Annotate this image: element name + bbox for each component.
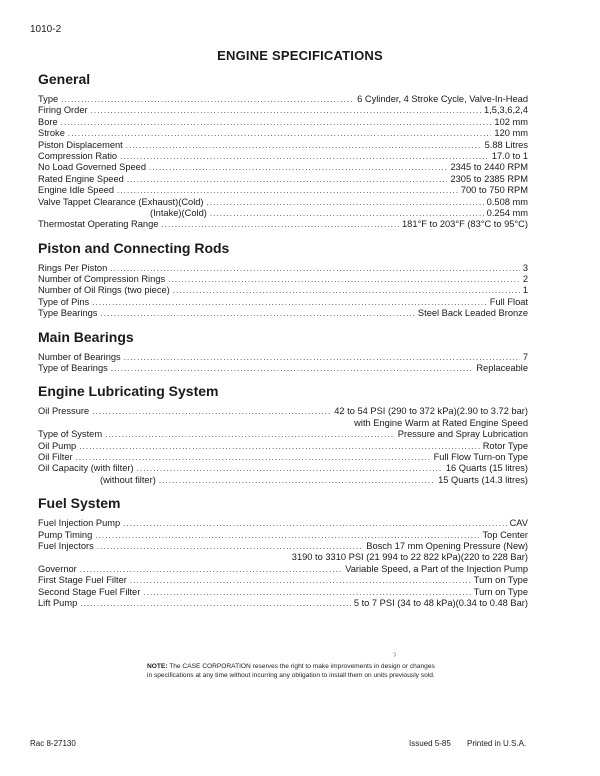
spec-value: 0.254 mm — [486, 207, 528, 218]
dot-leader — [143, 587, 470, 598]
spec-value: Turn on Type — [473, 575, 528, 586]
spec-label: Type of System — [38, 429, 103, 440]
spec-row — [38, 94, 528, 105]
spec-label: Compression Ratio — [38, 150, 118, 161]
section-title-fuel: Fuel System — [38, 495, 121, 512]
section-title-lubricating: Engine Lubricating System — [38, 383, 219, 400]
note-label: NOTE: — [147, 663, 168, 670]
spec-label: Stroke — [38, 128, 65, 139]
spec-row — [38, 575, 528, 586]
dot-leader — [149, 162, 447, 173]
spec-label: Firing Order — [38, 105, 88, 116]
footer-part-number: Rac 8-27130 — [30, 739, 76, 748]
spec-row — [38, 285, 528, 296]
dot-leader — [110, 263, 520, 274]
spec-value: 17.0 to 1 — [491, 150, 528, 161]
spec-label: Oil Pump — [38, 440, 77, 451]
dot-leader — [100, 308, 414, 319]
spec-value: 2345 to 2440 RPM — [450, 162, 528, 173]
spec-label: Lift Pump — [38, 597, 78, 608]
spec-value: 5 to 7 PSI (34 to 48 kPa)(0.34 to 0.48 Bar) — [353, 597, 528, 608]
spec-continuation: 3190 to 3310 PSI (21 994 to 22 822 kPa)(220 to 228 Bar) — [291, 552, 528, 563]
spec-value: Bosch 17 mm Opening Pressure (New) — [366, 540, 528, 551]
spec-value: Full Float — [489, 296, 528, 307]
section-general — [38, 70, 528, 231]
dot-leader — [79, 441, 479, 452]
spec-value: 5.88 Litres — [484, 139, 528, 150]
dot-leader — [76, 452, 431, 463]
dot-leader — [95, 530, 479, 541]
spec-value: Replaceable — [476, 363, 528, 374]
dot-leader — [92, 406, 331, 417]
spec-value: CAV — [509, 518, 528, 529]
spec-row — [38, 263, 528, 274]
dot-leader — [126, 140, 482, 151]
page-title: ENGINE SPECIFICATIONS — [217, 48, 383, 63]
spec-label: Rated Engine Speed — [38, 173, 124, 184]
spec-content — [38, 70, 528, 617]
spec-value: 102 mm — [494, 116, 528, 127]
dot-leader — [124, 352, 520, 363]
spec-value: 2305 to 2385 RPM — [450, 173, 528, 184]
disclaimer-note — [147, 662, 437, 680]
spec-row — [38, 530, 528, 541]
spec-label: Type of Bearings — [38, 363, 108, 374]
spec-value: Pressure and Spray Lubrication — [397, 429, 528, 440]
spec-row — [38, 518, 528, 529]
spec-row — [38, 174, 528, 185]
dot-leader — [80, 598, 351, 609]
spec-label: Valve Tappet Clearance (Exhaust)(Cold) — [38, 196, 204, 207]
spec-label: Number of Compression Rings — [38, 274, 166, 285]
dot-leader — [168, 274, 520, 285]
footer-printed: Printed in U.S.A. — [467, 739, 527, 748]
dot-leader — [207, 197, 484, 208]
spec-value: 1,5,3,6,2,4 — [484, 105, 528, 116]
section-title-piston: Piston and Connecting Rods — [38, 239, 230, 256]
spec-row — [38, 475, 528, 486]
spec-row — [38, 587, 528, 598]
footer-issued: Issued 5-85 — [409, 739, 451, 748]
spec-value: Full Flow Turn-on Type — [433, 451, 528, 462]
spec-value: 181°F to 203°F (83°C to 95°C) — [402, 219, 528, 230]
dot-leader — [61, 117, 492, 128]
spec-label: Type — [38, 94, 59, 104]
spec-row — [38, 598, 528, 609]
spec-row — [38, 105, 528, 116]
section-title-general: General — [38, 71, 91, 87]
spec-value: 6 Cylinder, 4 Stroke Cycle, Valve-In-Head — [357, 94, 528, 104]
spec-value: 2 — [522, 274, 528, 285]
dot-leader — [91, 105, 481, 116]
spec-label: Type of Pins — [38, 296, 90, 307]
dot-leader — [173, 285, 520, 296]
spec-label: (without filter) — [100, 474, 156, 485]
stray-mark: ˀ — [393, 651, 397, 661]
spec-value: 42 to 54 PSI (290 to 372 kPa)(2.90 to 3.72 bar) — [334, 406, 528, 417]
spec-label: Governor — [38, 563, 77, 574]
spec-label: No Load Governed Speed — [38, 162, 147, 173]
spec-label: Number of Bearings — [38, 351, 121, 362]
dot-leader — [120, 151, 489, 162]
spec-row — [38, 162, 528, 173]
spec-row — [38, 219, 528, 230]
spec-value: 120 mm — [494, 128, 528, 139]
spec-value: Variable Speed, a Part of the Injection Pump — [345, 563, 528, 574]
page-number: 1010-2 — [30, 24, 62, 35]
dot-leader — [137, 463, 443, 474]
spec-value: 700 to 750 RPM — [460, 185, 528, 196]
spec-row — [38, 541, 528, 552]
spec-label: Engine Idle Speed — [38, 185, 114, 196]
spec-row — [38, 297, 528, 308]
dot-leader — [123, 518, 506, 529]
spec-row — [38, 308, 528, 319]
section-main-bearings — [38, 328, 528, 375]
spec-row — [38, 185, 528, 196]
spec-label: Oil Capacity (with filter) — [38, 463, 134, 474]
dot-leader — [61, 94, 354, 105]
spec-continuation: with Engine Warm at Rated Engine Speed — [354, 417, 528, 428]
spec-row — [38, 117, 528, 128]
spec-label: Rings Per Piston — [38, 262, 108, 273]
spec-label: (Intake)(Cold) — [150, 207, 207, 218]
spec-value: 7 — [522, 351, 528, 362]
spec-label: Type Bearings — [38, 308, 98, 319]
spec-value: Top Center — [482, 529, 528, 540]
note-text: The CASE CORPORATION reserves the right to make improvements in design or changes in specifications at any time without incurring any obligation to install them on units previously sold. — [147, 663, 435, 679]
spec-label: Second Stage Fuel Filter — [38, 586, 141, 597]
spec-row — [38, 429, 528, 440]
spec-row — [38, 363, 528, 374]
spec-label: Fuel Injection Pump — [38, 518, 121, 529]
section-piston — [38, 239, 528, 320]
spec-value: 3 — [522, 262, 528, 273]
dot-leader — [68, 128, 492, 139]
spec-label: Piston Displacement — [38, 139, 123, 150]
spec-value: Steel Back Leaded Bronze — [417, 308, 528, 319]
spec-row — [38, 208, 528, 219]
dot-leader — [210, 208, 484, 219]
spec-row — [38, 352, 528, 363]
spec-row — [38, 463, 528, 474]
spec-row — [38, 406, 528, 417]
dot-leader — [92, 297, 487, 308]
section-fuel — [38, 494, 528, 609]
spec-value: 1 — [522, 285, 528, 296]
spec-row — [38, 128, 528, 139]
spec-label: Oil Pressure — [38, 406, 90, 417]
spec-label: Pump Timing — [38, 529, 93, 540]
spec-row — [38, 274, 528, 285]
spec-value: 0.508 mm — [486, 196, 528, 207]
dot-leader — [159, 475, 435, 486]
dot-leader — [130, 575, 471, 586]
spec-label: Thermostat Operating Range — [38, 219, 159, 230]
dot-leader — [161, 219, 399, 230]
spec-label: Oil Filter — [38, 451, 73, 462]
spec-label: Bore — [38, 116, 58, 127]
spec-label: First Stage Fuel Filter — [38, 575, 127, 586]
dot-leader — [127, 174, 448, 185]
spec-label: Number of Oil Rings (two piece) — [38, 285, 170, 296]
dot-leader — [105, 429, 395, 440]
dot-leader — [117, 185, 458, 196]
dot-leader — [97, 541, 363, 552]
spec-row — [38, 151, 528, 162]
spec-row — [38, 197, 528, 208]
spec-value: 15 Quarts (14.3 litres) — [438, 474, 528, 485]
spec-value: 16 Quarts (15 litres) — [445, 463, 528, 474]
section-lubricating — [38, 382, 528, 486]
dot-leader — [80, 564, 342, 575]
spec-row — [38, 564, 528, 575]
spec-value: Turn on Type — [473, 586, 528, 597]
dot-leader — [111, 363, 474, 374]
spec-row — [38, 441, 528, 452]
spec-row — [38, 452, 528, 463]
spec-value: Rotor Type — [482, 440, 528, 451]
spec-row — [38, 140, 528, 151]
spec-label: Fuel Injectors — [38, 540, 94, 551]
section-title-main-bearings: Main Bearings — [38, 328, 134, 345]
